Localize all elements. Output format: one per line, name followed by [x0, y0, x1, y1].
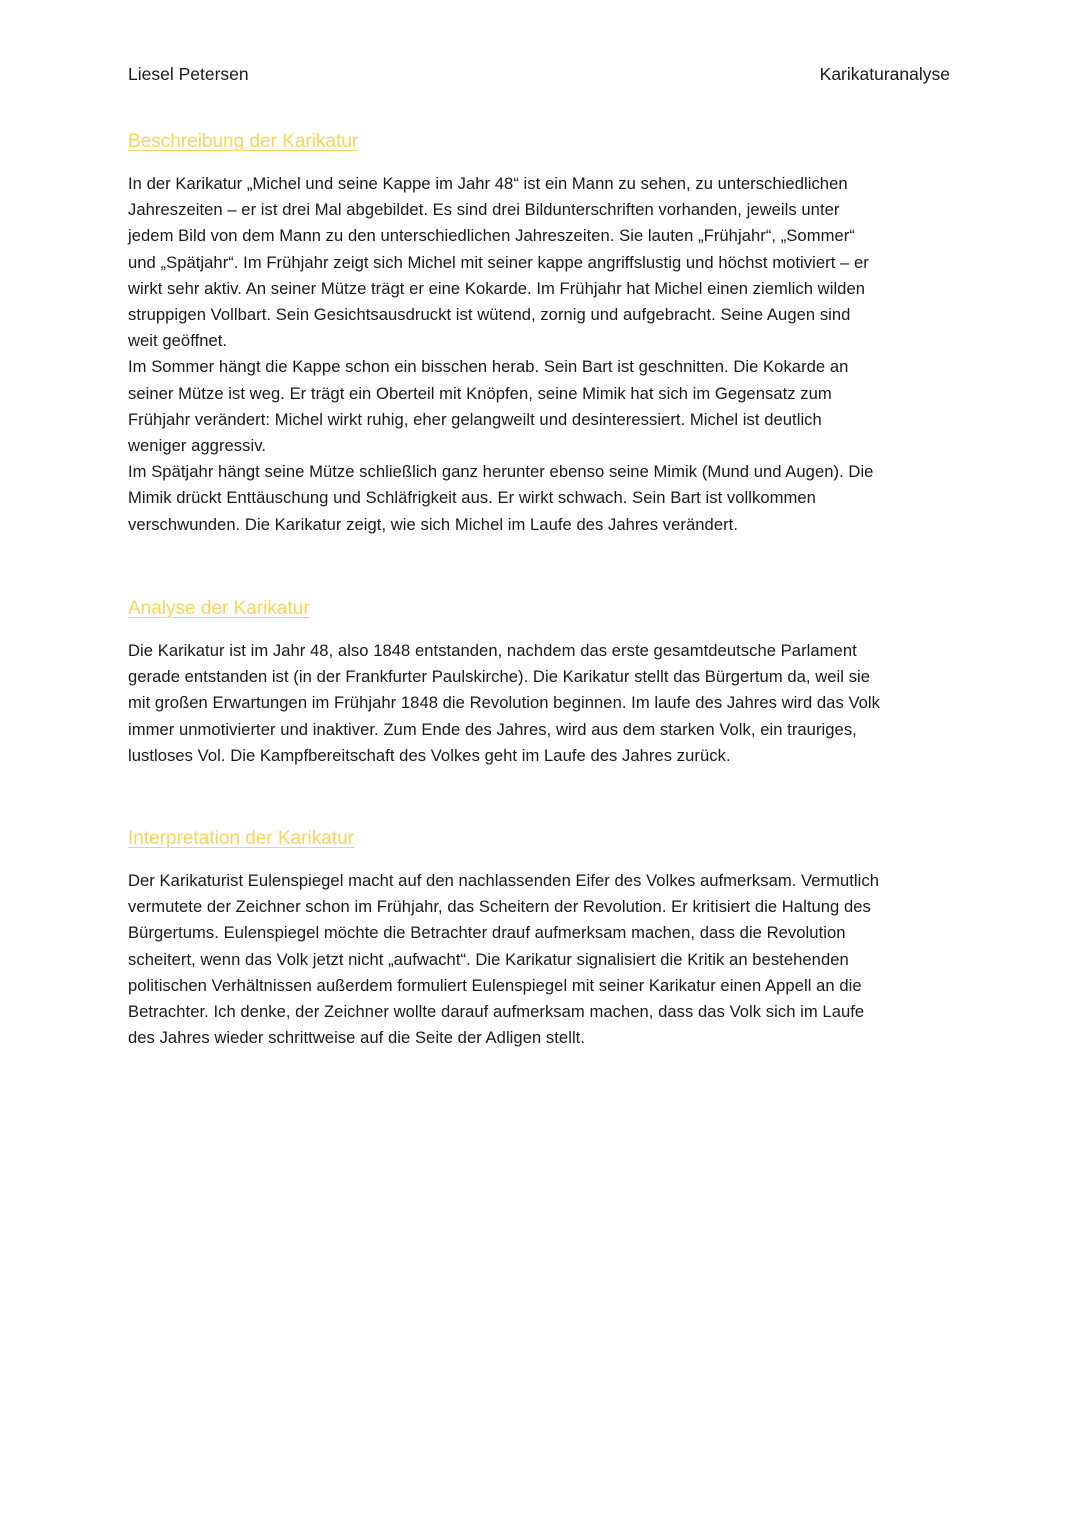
text-line: Mimik drückt Enttäuschung und Schläfrigkeit aus. Er wirkt schwach. Sein Bart ist vollkommen: [128, 488, 816, 508]
text-line: immer unmotivierter und inaktiver. Zum Ende des Jahres, wird aus dem starken Volk, ein trauriges,: [128, 719, 857, 739]
section-title-analyse: Analyse der Karikatur: [128, 598, 310, 619]
page-header: [128, 64, 950, 90]
text-line: scheitert, wenn das Volk jetzt nicht „aufwacht“. Die Karikatur signalisiert die Kritik an bestehenden: [128, 949, 849, 969]
text-line: gerade entstanden ist (in der Frankfurter Paulskirche). Die Karikatur stellt das Bürgertum da, weil sie: [128, 667, 871, 687]
text-line: des Jahres wieder schrittweise auf die Seite der Adligen stellt.: [128, 1028, 585, 1048]
text-line: jedem Bild von dem Mann zu den unterschiedlichen Jahreszeiten. Sie lauten „Frühjahr“, „Sommer“: [128, 226, 855, 246]
text-line: Der Karikaturist Eulenspiegel macht auf den nachlassenden Eifer des Volkes aufmerksam. Vermutlich: [128, 871, 880, 890]
section-beschreibung: [128, 129, 956, 538]
text-line: Frühjahr verändert: Michel wirkt ruhig, eher gelangweilt und desinteressiert. Michel ist deutlich: [128, 409, 822, 429]
text-line: Die Karikatur ist im Jahr 48, also 1848 entstanden, nachdem das erste gesamtdeutsche Parlament: [128, 641, 857, 660]
document-type: Karikaturanalyse: [819, 64, 950, 84]
text-line: weniger aggressiv.: [128, 436, 267, 456]
section-body-interpretation: [128, 868, 956, 1051]
text-line: mit großen Erwartungen im Frühjahr 1848 die Revolution beginnen. Im laufe des Jahres wird das Volk: [128, 693, 881, 713]
text-line: seiner Mütze ist weg. Er trägt ein Oberteil mit Knöpfen, seine Mimik hat sich im Gegensatz zum: [128, 383, 832, 403]
text-line: Im Spätjahr hängt seine Mütze schließlich ganz herunter ebenso seine Mimik (Mund und Augen). Die: [128, 462, 874, 482]
section-analyse: [128, 596, 956, 769]
text-line: vermutete der Zeichner schon im Frühjahr, das Scheitern der Revolution. Er kritisiert die Haltung des: [128, 897, 871, 917]
text-line: lustloses Vol. Die Kampfbereitschaft des Volkes geht im Laufe des Jahres zurück.: [128, 745, 731, 765]
text-line: weit geöffnet.: [128, 331, 228, 351]
section-interpretation: [128, 826, 956, 1051]
text-line: verschwunden. Die Karikatur zeigt, wie sich Michel im Laufe des Jahres verändert.: [128, 514, 738, 534]
text-line: und „Spätjahr“. Im Frühjahr zeigt sich Michel mit seiner kappe angriffslustig und höchst motiviert – er: [128, 252, 869, 272]
text-line: In der Karikatur „Michel und seine Kappe im Jahr 48“ ist ein Mann zu sehen, zu unterschiedlichen: [128, 174, 848, 193]
section-body-analyse: [128, 638, 956, 769]
text-line: Im Sommer hängt die Kappe schon ein bisschen herab. Sein Bart ist geschnitten. Die Kokarde an: [128, 357, 849, 377]
text-line: politischen Verhältnissen außerdem formuliert Eulenspiegel mit seiner Karikatur einen Appell an die: [128, 975, 862, 995]
text-line: Jahreszeiten – er ist drei Mal abgebildet. Es sind drei Bildunterschriften vorhanden, jeweils unter: [128, 200, 840, 220]
text-line: struppigen Vollbart. Sein Gesichtsausdruckt ist wütend, zornig und aufgebracht. Seine Augen sind: [128, 305, 851, 325]
section-title-beschreibung: Beschreibung der Karikatur: [128, 131, 359, 152]
text-line: Bürgertums. Eulenspiegel möchte die Betrachter drauf aufmerksam machen, dass die Revolution: [128, 923, 846, 943]
text-line: wirkt sehr aktiv. An seiner Mütze trägt er eine Kokarde. Im Frühjahr hat Michel einen ziemlich wilden: [128, 278, 866, 298]
section-body-beschreibung: [128, 171, 956, 538]
author-name: Liesel Petersen: [128, 64, 249, 84]
text-line: Betrachter. Ich denke, der Zeichner wollte darauf aufmerksam machen, dass das Volk sich im Laufe: [128, 1002, 865, 1022]
section-title-interpretation: Interpretation der Karikatur: [128, 828, 355, 849]
